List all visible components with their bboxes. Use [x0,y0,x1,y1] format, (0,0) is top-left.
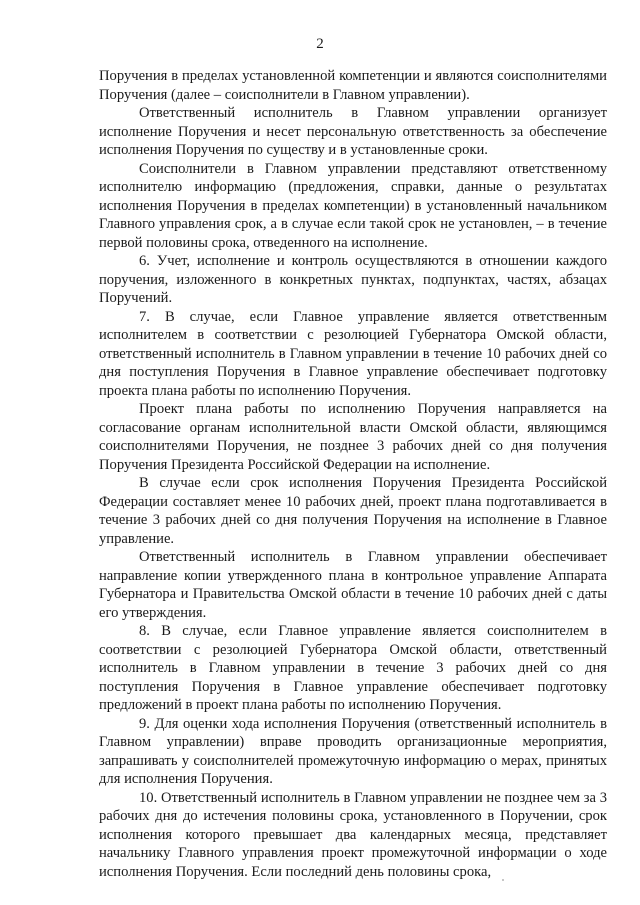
paragraph-item-8: 8. В случае, если Главное управление является соисполнителем в соответствии с резолюцией Губернатора Омской области, ответственный исполнитель в Главном управлении в течение 3 рабочих дней со дня поступления Поручения в Главное управление обеспечивает подготовку предложений в проект плана работы по исполнению Поручения. [99,623,607,713]
paragraph-item-6: 6. Учет, исполнение и контроль осуществляются в отношении каждого поручения, изложенного в конкретных пунктах, подпунктах, частях, абзацах Поручений. [99,253,607,306]
scan-speck [502,879,504,881]
paragraph-item-9: 9. Для оценки хода исполнения Поручения (ответственный исполнитель в Главном управлении) вправе проводить организационные мероприятия, запрашивать у соисполнителей промежуточную информацию о мерах, принятых для исполнения Поручения. [99,715,607,787]
paragraph-short-deadline: В случае если срок исполнения Поручения Президента Российской Федерации составляет менее 10 рабочих дней, проект плана подготавливается в течение 3 рабочих дней со дня получения Поручения на исполнение в Главное управление. [99,475,607,547]
document-body [99,67,607,881]
paragraph-continuation: Поручения в пределах установленной компетенции и являются соисполнителями Поручения (далее – соисполнители в Главном управлении). [99,68,607,103]
paragraph-responsible-executor: Ответственный исполнитель в Главном управлении организует исполнение Поручения и несет персональную ответственность за обеспечение исполнения Поручения по существу и в установленные сроки. [99,105,607,158]
paragraph-item-10: 10. Ответственный исполнитель в Главном управлении не позднее чем за 3 рабочих дня до истечения половины срока, установленного в Поручении, срок исполнения которого превышает два календарных месяца, представляет начальнику Главного управления проект промежуточной информации о ходе исполнения Поручения. Если последний день половины срока, [99,789,607,880]
paragraph-item-7: 7. В случае, если Главное управление является ответственным исполнителем в соответствии с резолюцией Губернатора Омской области, ответственный исполнитель в Главном управлении в течение 10 рабочих дней со дня поступления Поручения в Главное управление обеспечивает подготовку проекта плана работы по исполнению Поручения. [99,308,607,399]
paragraph-plan-approval: Проект плана работы по исполнению Поручения направляется на согласование органам исполнительной власти Омской области, являющимся соисполнителями Поручения, не позднее 3 рабочих дней со дня получения Поручения Президента Российской Федерации на исполнение. [99,401,607,473]
page-number: 2 [316,36,324,52]
paragraph-plan-copy: Ответственный исполнитель в Главном управлении обеспечивает направление копии утвержденного плана в контрольное управление Аппарата Губернатора и Правительства Омской области в течение 10 рабочих дней с даты его утверждения. [99,549,607,621]
paragraph-co-executors: Соисполнители в Главном управлении представляют ответственному исполнителю информацию (предложения, справки, данные о результатах исполнения Поручения в пределах компетенции) в установленный начальником Главного управления срок, а в случае если такой срок не установлен, – в течение первой половины срока, отведенного на исполнение. [99,160,607,251]
